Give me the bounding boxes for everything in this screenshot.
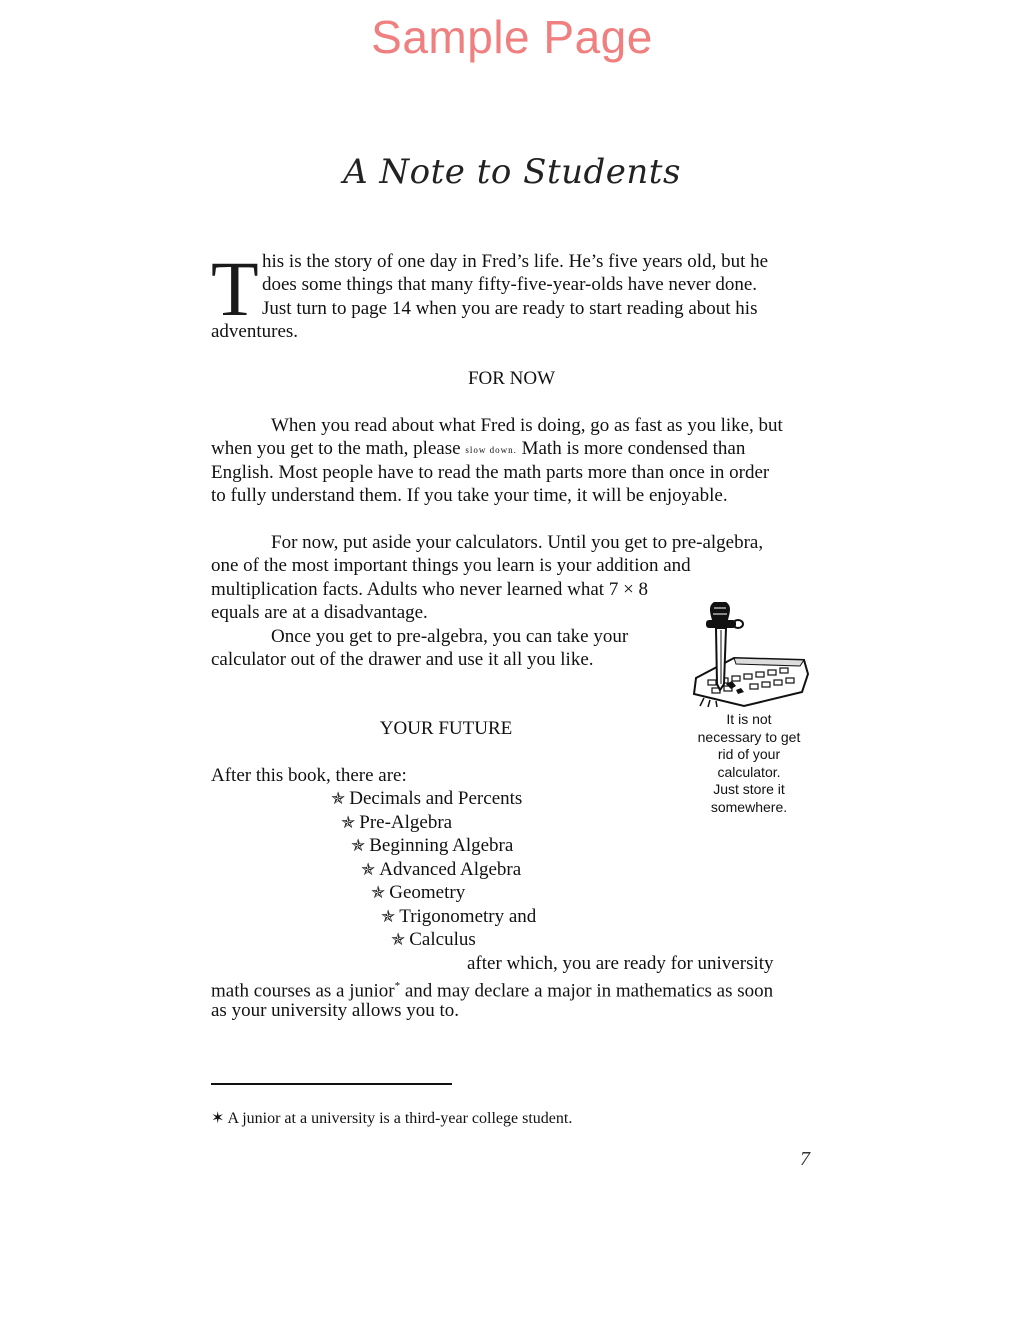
dagger-in-calculator-icon (686, 600, 812, 712)
for-now-p1-line-2 (211, 437, 745, 463)
caption-line-4: calculator. (717, 763, 781, 780)
course-item (381, 905, 536, 929)
intro-line-1: his is the story of one day in Fred’s life. He’s five years old, but he (262, 251, 769, 272)
star-icon: ✯ (331, 789, 346, 808)
for-now-p2-line-2: one of the most important things you learn is your addition and (211, 555, 691, 576)
page-number: 7 (800, 1148, 810, 1170)
course-item (341, 811, 452, 835)
intro-line-2: does some things that many fifty-five-year-olds have never done. (262, 274, 758, 295)
star-icon: ✯ (391, 930, 406, 949)
caption-line-6: somewhere. (710, 798, 788, 815)
star-icon: ✯ (381, 907, 396, 926)
for-now-heading: FOR NOW (467, 368, 556, 389)
star-icon: ✯ (361, 860, 376, 879)
illustration-caption (686, 711, 812, 816)
watermark: Sample Page (371, 11, 653, 63)
caption-line-5: Just store it (713, 781, 785, 797)
course-item (361, 858, 521, 882)
course-label: Decimals and Percents (349, 788, 523, 809)
for-now-p2-line-3: multiplication facts. Adults who never learned what 7 × 8 (211, 579, 649, 600)
course-label: Geometry (389, 882, 466, 903)
intro-line-3: Just turn to page 14 when you are ready to start reading about his (262, 298, 758, 319)
caption-line-2: necessary to get (697, 728, 801, 745)
for-now-p1-line-3: English. Most people have to read the math parts more than once in order (211, 462, 770, 483)
footnote-text: A junior at a university is a third-year college student. (227, 1110, 573, 1127)
for-now-p3-line-2: calculator out of the drawer and use it all you like. (211, 649, 594, 670)
your-future-lead: After this book, there are: (211, 765, 407, 786)
your-future-after-line-3: as your university allows you to. (211, 1000, 460, 1021)
star-icon: ✯ (341, 813, 356, 832)
drop-cap: T (211, 245, 259, 332)
for-now-p1-line-1: When you read about what Fred is doing, go as fast as you like, but (271, 415, 783, 436)
course-item (351, 834, 513, 858)
footnote (211, 1108, 572, 1128)
course-label: Beginning Algebra (369, 835, 514, 856)
course-label: Pre-Algebra (359, 812, 453, 833)
page-title: A Note to Students (343, 152, 681, 192)
course-item (391, 928, 476, 952)
course-label: Calculus (409, 929, 476, 950)
for-now-p2-line-1: For now, put aside your calculators. Until you get to pre-algebra, (271, 532, 764, 553)
course-item (331, 787, 522, 811)
for-now-p3-line-1: Once you get to pre-algebra, you can take your (271, 626, 629, 647)
star-icon: ✯ (371, 883, 386, 902)
for-now-p2-line-4: equals are at a disadvantage. (211, 602, 428, 623)
course-item (371, 881, 465, 905)
for-now-p1-line-4: to fully understand them. If you take your time, it will be enjoyable. (211, 485, 728, 506)
your-future-heading: YOUR FUTURE (379, 718, 513, 739)
star-icon: ✯ (351, 836, 366, 855)
after-line-2-text-rest: and may declare a major in mathematics as soon (400, 980, 774, 1002)
caption-line-1: It is not (726, 711, 772, 727)
your-future-after-line-1: after which, you are ready for university (467, 953, 774, 974)
for-now-p1-line-2-before: when you get to the math, please (211, 438, 461, 459)
course-label: Advanced Algebra (379, 859, 522, 880)
after-line-2-text: math courses as a junior (211, 980, 395, 1002)
for-now-p1-line-2-after: Math is more condensed than (521, 438, 746, 459)
footnote-divider (211, 1083, 452, 1085)
caption-line-3: rid of your (717, 746, 781, 762)
course-label: Trigonometry and (399, 906, 537, 927)
footnote-mark: * (394, 980, 401, 992)
slow-down-text: slow down. (465, 445, 517, 455)
intro-line-4: adventures. (211, 321, 299, 342)
footnote-star-icon: ✶ (211, 1110, 225, 1127)
